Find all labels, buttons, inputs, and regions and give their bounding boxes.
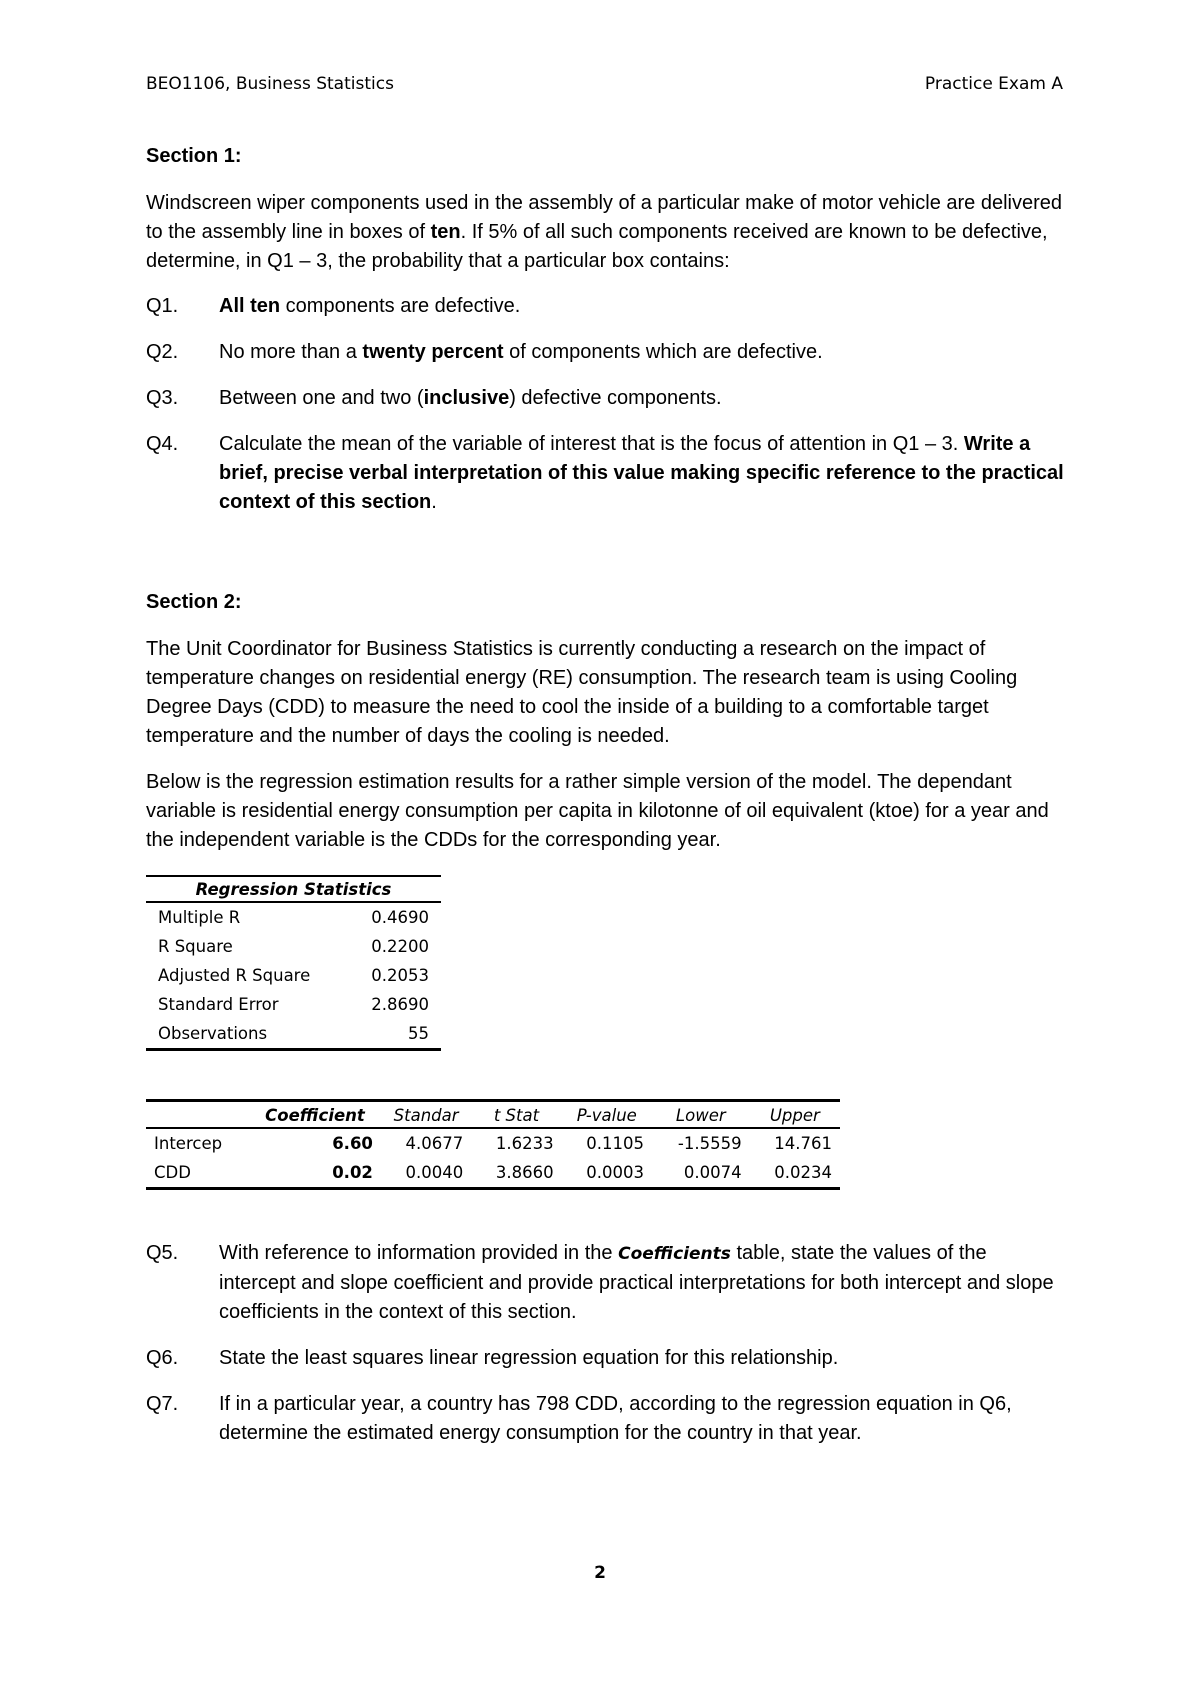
stat-value: 0.2053	[371, 966, 429, 985]
col-header-upper: Upper	[750, 1101, 840, 1129]
cell-standard-error: 4.0677	[405, 1134, 464, 1153]
header-exam: Practice Exam A	[924, 74, 1063, 94]
page-number: 2	[594, 1563, 606, 1583]
cell-lower: 0.0074	[683, 1163, 742, 1182]
cell-upper: 0.0234	[774, 1163, 832, 1182]
col-header-t-stat: t Stat	[471, 1101, 561, 1129]
stat-label: Adjusted R Square	[158, 966, 311, 985]
cell-t-stat: 1.6233	[495, 1134, 554, 1153]
cell-coefficient: 0.02	[332, 1163, 373, 1182]
page-content	[146, 145, 1066, 1448]
q2-text: of components which are defective.	[503, 341, 823, 363]
coefficients-table	[146, 1099, 840, 1190]
question-q1	[146, 292, 1066, 321]
table-row	[146, 932, 441, 961]
section2-title: Section 2:	[146, 591, 242, 613]
col-header-p-value: P-value	[562, 1101, 652, 1129]
stat-label: Observations	[158, 1024, 268, 1043]
stat-value: 0.2200	[371, 937, 429, 956]
section2-para2: Below is the regression estimation results for a rather simple version of the model. The dependant variable is residential energy consumption per capita in kilotonne of oil equivalent (ktoe) for a year and the independent variable is the CDDs for the corresponding year.	[146, 771, 1049, 851]
cell-p-value: 0.1105	[586, 1134, 644, 1153]
col-header-standard-error: Standar	[381, 1101, 471, 1129]
intro-text-b: . If 5% of all such components received are known to be defective, determine, in Q1 – 3, the probability that a particular box contains:	[146, 221, 1048, 272]
q3-number: Q3.	[146, 387, 179, 409]
question-q6	[146, 1344, 1066, 1373]
cell-upper: 14.761	[774, 1134, 832, 1153]
col-header-blank	[146, 1101, 249, 1129]
row-label: Intercep	[154, 1134, 223, 1153]
q6-text: State the least squares linear regression equation for this relationship.	[219, 1347, 839, 1369]
table-row	[146, 1158, 840, 1189]
q1-text: components are defective.	[280, 295, 521, 317]
section2-para1: The Unit Coordinator for Business Statistics is currently conducting a research on the impact of temperature changes on residential energy (RE) consumption. The research team is using Cooling Degree Days (CDD) to measure the need to cool the inside of a building to a comfortable target temperature and the number of days the cooling is needed.	[146, 638, 1018, 747]
table-row	[146, 902, 441, 932]
stat-value: 0.4690	[371, 908, 429, 927]
q3-text-pre: Between one and two (	[219, 387, 424, 409]
question-q3	[146, 384, 1066, 413]
table-row	[146, 1019, 441, 1050]
table-row	[146, 990, 441, 1019]
header-course: BEO1106, Business Statistics	[146, 74, 394, 94]
q7-number: Q7.	[146, 1393, 179, 1415]
q4-text: .	[431, 491, 437, 513]
intro-text-a: Windscreen wiper components used in the assembly of a particular make of motor vehicle are delivered to the assembly line in boxes of	[146, 192, 1062, 243]
q2-text-pre: No more than a	[219, 341, 363, 363]
question-q7	[146, 1390, 1066, 1448]
stat-value: 55	[408, 1024, 429, 1043]
regression-statistics-table	[146, 875, 441, 1051]
intro-bold: ten	[430, 221, 461, 243]
q1-number: Q1.	[146, 295, 179, 317]
stat-label: Multiple R	[158, 908, 241, 927]
table-row	[146, 961, 441, 990]
q5-text-pre: With reference to information provided in the	[219, 1242, 619, 1264]
cell-coefficient: 6.60	[332, 1134, 373, 1153]
q3-text: ) defective components.	[509, 387, 722, 409]
col-header-coefficient: Coefficient	[249, 1101, 381, 1129]
cell-p-value: 0.0003	[586, 1163, 644, 1182]
regression-statistics-title: Regression Statistics	[146, 876, 441, 902]
q5-bold: Coefficients	[618, 1244, 731, 1264]
q7-text: If in a particular year, a country has 798 CDD, according to the regression equation in Q6, determine the estimated energy consumption for the country in that year.	[219, 1393, 1012, 1444]
cell-t-stat: 3.8660	[495, 1163, 554, 1182]
q2-bold: twenty percent	[362, 341, 504, 363]
q6-number: Q6.	[146, 1347, 179, 1369]
section1-title: Section 1:	[146, 145, 242, 167]
q4-bold: Write a brief, precise verbal interpretation of this value making specific reference to the practical context of this section	[219, 433, 1064, 513]
q1-bold: All ten	[219, 295, 281, 317]
q3-bold: inclusive	[423, 387, 510, 409]
stat-value: 2.8690	[371, 995, 429, 1014]
q2-number: Q2.	[146, 341, 179, 363]
q4-text-pre: Calculate the mean of the variable of interest that is the focus of attention in Q1 – 3.	[219, 433, 964, 455]
question-q4	[146, 430, 1066, 517]
question-q5	[146, 1239, 1066, 1327]
cell-lower: -1.5559	[677, 1134, 742, 1153]
question-q2	[146, 338, 1066, 367]
table-row	[146, 1128, 840, 1158]
q4-number: Q4.	[146, 433, 179, 455]
stat-label: Standard Error	[158, 995, 279, 1014]
cell-standard-error: 0.0040	[405, 1163, 464, 1182]
section1-intro	[146, 189, 1066, 276]
col-header-lower: Lower	[652, 1101, 750, 1129]
q5-text: table, state the values of the intercept and slope coefficient and provide practical interpretations for both intercept and slope coefficients in the context of this section.	[219, 1242, 1054, 1323]
row-label: CDD	[154, 1163, 191, 1182]
stat-label: R Square	[158, 937, 233, 956]
q5-number: Q5.	[146, 1242, 179, 1264]
